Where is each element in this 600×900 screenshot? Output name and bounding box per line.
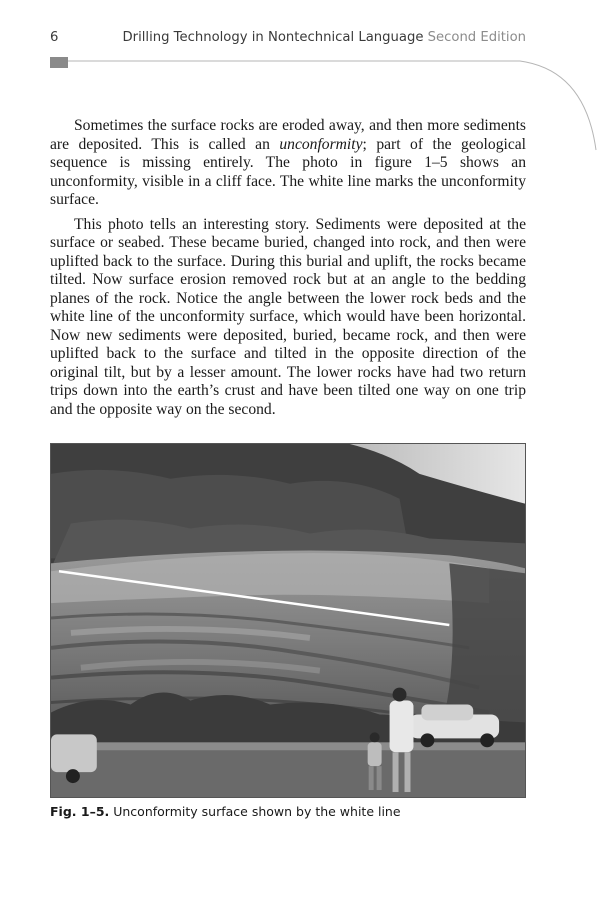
figure-caption xyxy=(50,804,550,819)
edition-label: Second Edition xyxy=(427,30,526,45)
page-header xyxy=(50,30,526,50)
figure-label: Fig. 1–5. xyxy=(50,804,110,819)
page-number: 6 xyxy=(50,30,59,45)
running-head xyxy=(123,30,526,45)
unconformity-photo xyxy=(50,443,526,798)
body-text xyxy=(50,117,526,425)
term-unconformity: unconformity xyxy=(279,135,363,153)
figure-caption-text: Unconformity surface shown by the white line xyxy=(109,804,401,819)
header-marker-bar xyxy=(50,57,68,68)
paragraph-1: Sometimes the surface rocks are eroded away, and then more sediments are deposited. This is called an unconformity; part of the geological sequence is missing entirely. The photo in figure 1–5 shows an unconformity, visible in a cliff face. The white line marks the unconformity surface. xyxy=(50,117,526,208)
paragraph-2: This photo tells an interesting story. Sediments were deposited at the surface or seabed. These became buried, changed into rock, and then were uplifted back to the surface. During this burial and uplift, the rocks became tilted. Now surface erosion removed rock but at an angle to the bedding planes of the rock. Notice the angle between the lower rock beds and the white line of the unconformity surface, which would have been horizontal. Now new sediments were deposited, buried, became rock, and then were uplifted back to the surface and tilted in the opposite direction of the original tilt, but by a lesser amount. The lower rocks have had two return trips down into the earth’s crust and have been tilted one way on one trip and the opposite way on the second. xyxy=(50,215,526,418)
book-title: Drilling Technology in Nontechnical Language xyxy=(122,30,424,45)
